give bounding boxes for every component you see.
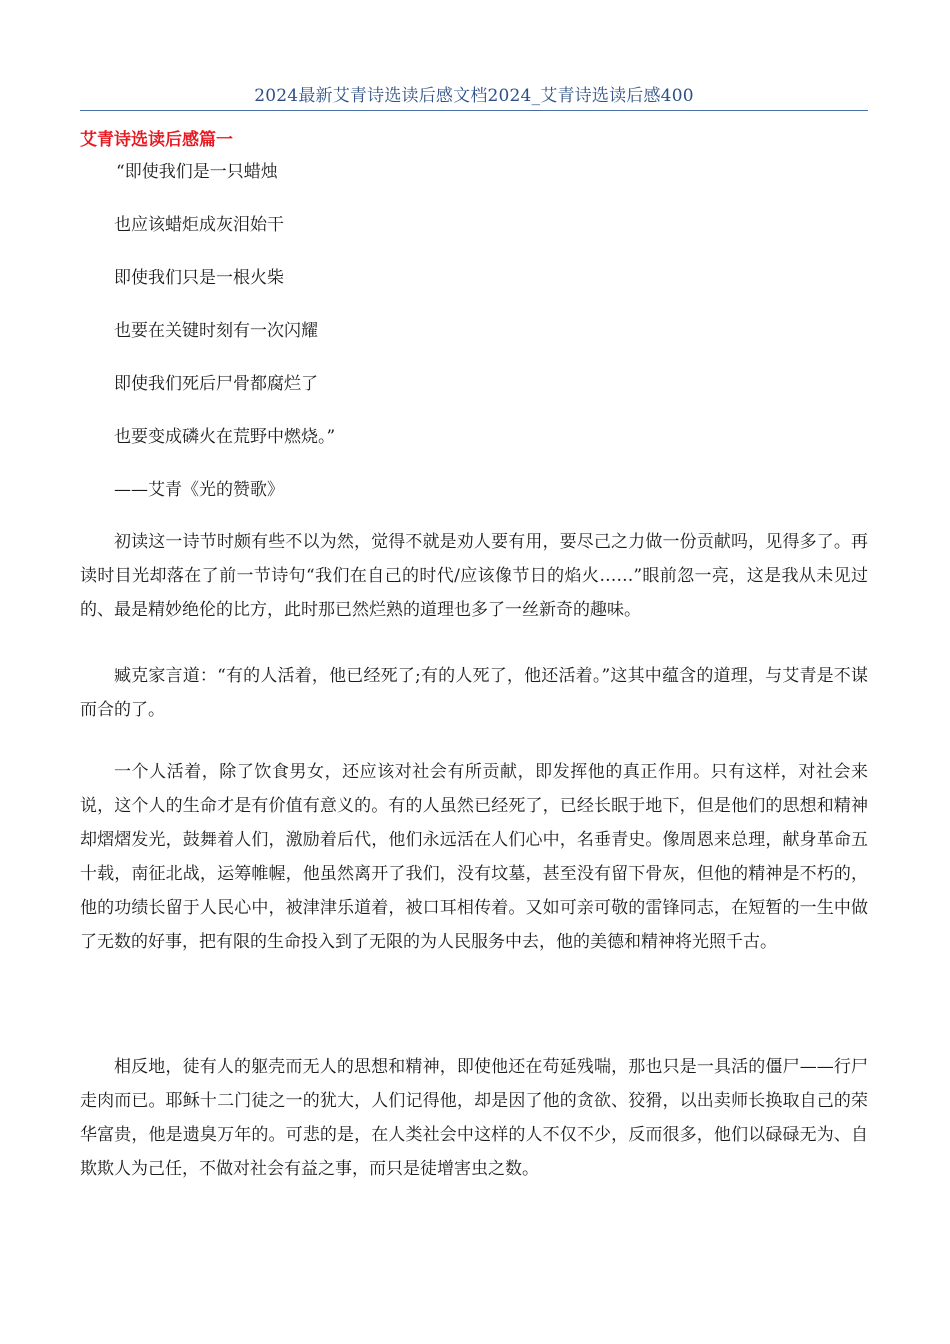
body-paragraph: 一个人活着，除了饮食男女，还应该对社会有所贡献，即发挥他的真正作用。只有这样，对社会来说，这个人的生命才是有价值有意义的。有的人虽然已经死了，已经长眠于地下，但是他们的思想和精神却熠熠发光，鼓舞着人们，激励着后代，他们永远活在人们心中，名垂青史。像周恩来总理，献身革命五十载，南征北战，运筹帷幄，他虽然离开了我们，没有坟墓，甚至没有留下骨灰，但他的精神是不朽的，他的功绩长留于人民心中，被津津乐道着，被口耳相传着。又如可亲可敬的雷锋同志，在短暂的一生中做了无数的好事，把有限的生命投入到了无限的为人民服务中去，他的美德和精神将光照千古。 [80, 762, 868, 952]
poem-attribution: ——艾青《光的赞歌》 [114, 480, 284, 500]
poem-block [114, 160, 874, 502]
body-paragraph: 相反地，徒有人的躯壳而无人的思想和精神，即使他还在苟延残喘，那也只是一具活的僵尸——行尸走肉而已。耶稣十二门徒之一的犹大，人们记得他，却是因了他的贪欲、狡猾，以出卖师长换取自己的荣华富贵，他是遗臭万年的。可悲的是，在人类社会中这样的人不仅不少，反而很多，他们以碌碌无为、自欺欺人为己任，不做对社会有益之事，而只是徒增害虫之数。 [80, 1057, 868, 1179]
poem-line: 即使我们死后尸骨都腐烂了 [114, 374, 318, 394]
document-header: 2024最新艾青诗选读后感文档2024_艾青诗选读后感400 [80, 84, 868, 111]
section-title: 艾青诗选读后感篇一 [80, 130, 233, 150]
body-paragraph: 臧克家言道：“有的人活着，他已经死了;有的人死了，他还活着。”这其中蕴含的道理，与艾青是不谋而合的了。 [80, 666, 868, 720]
poem-line: 也要在关键时刻有一次闪耀 [114, 321, 318, 341]
body-paragraph: 初读这一诗节时颇有些不以为然，觉得不就是劝人要有用，要尽己之力做一份贡献吗，见得多了。再读时目光却落在了前一节诗句“我们在自己的时代/应该像节日的焰火……”眼前忽一亮，这是我从未见过的、最是精妙绝伦的比方，此时那已然烂熟的道理也多了一丝新奇的趣味。 [80, 532, 868, 620]
poem-line: 也要变成磷火在荒野中燃烧。” [114, 427, 336, 447]
poem-line: “即使我们是一只蜡烛 [116, 162, 278, 182]
poem-line: 即使我们只是一根火柴 [114, 268, 284, 288]
poem-line: 也应该蜡炬成灰泪始干 [114, 215, 284, 235]
